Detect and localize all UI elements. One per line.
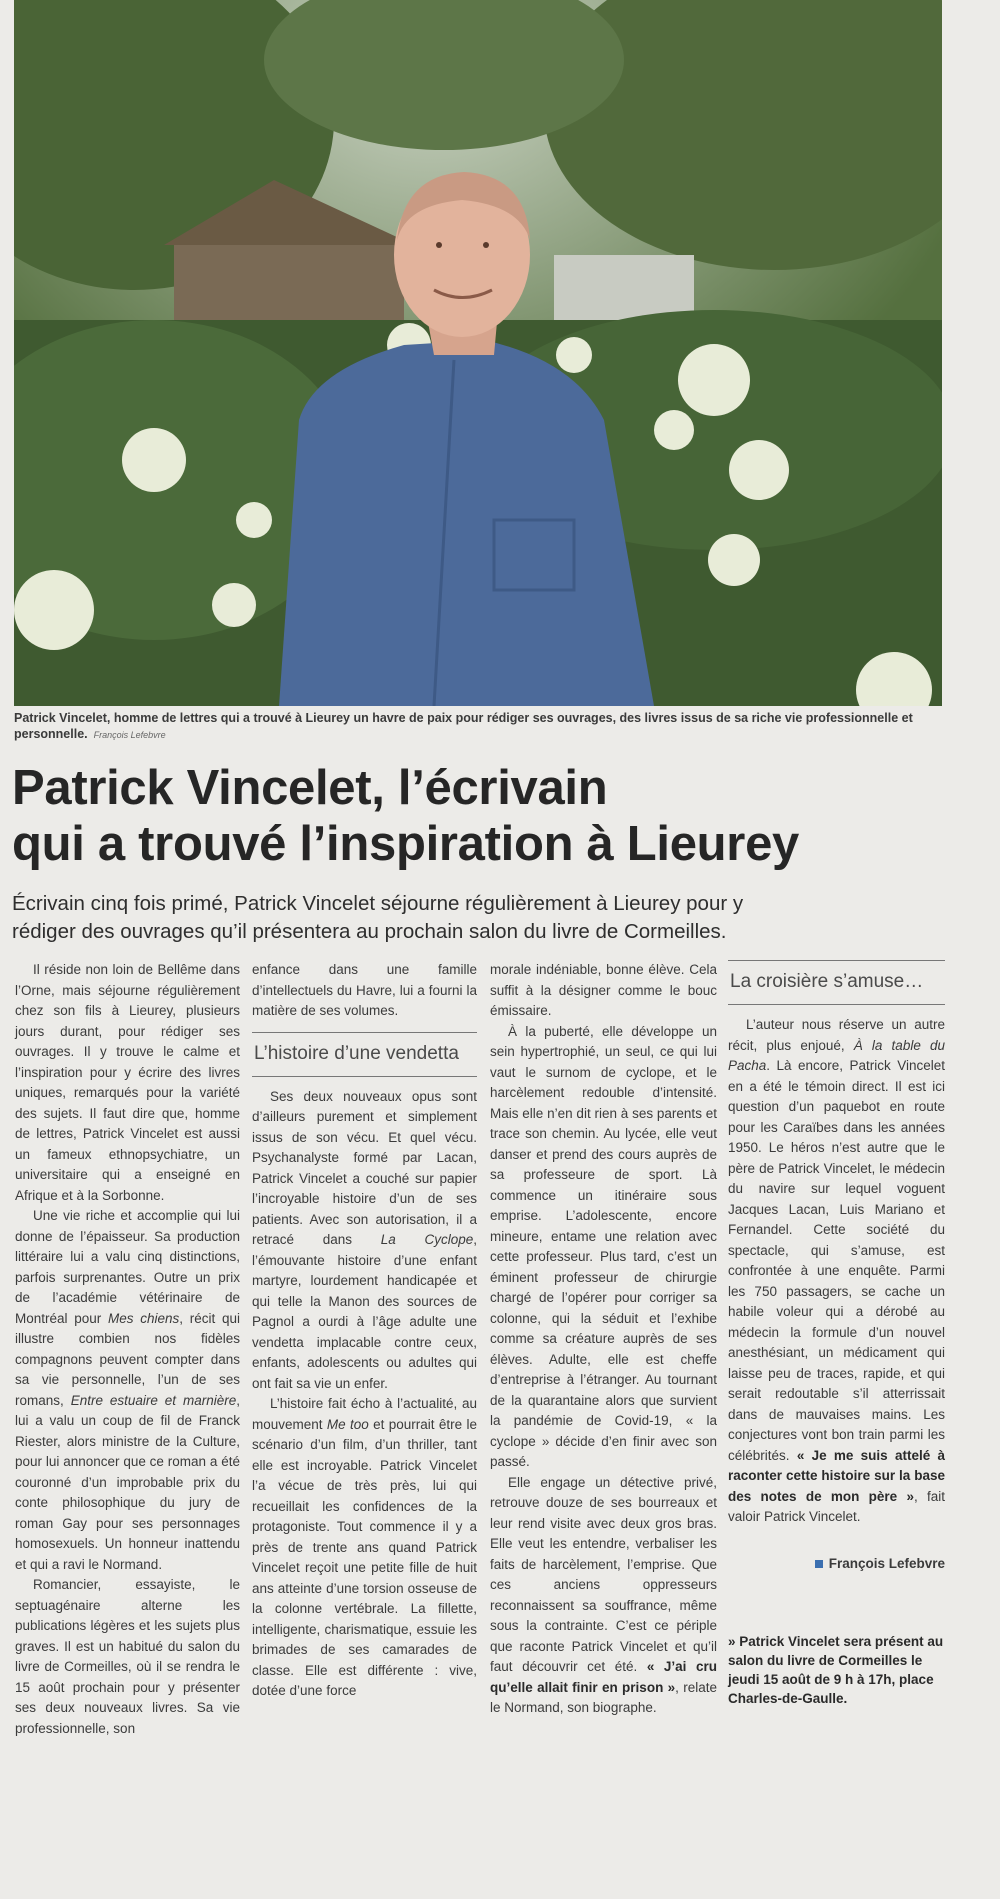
- quote: « Je me suis attelé à raconter cette histoire sur la base des notes de mon père »: [728, 1447, 946, 1504]
- author-photo: [14, 0, 942, 706]
- text-run: Une vie riche et accomplie qui lui donne de l’épaisseur. Sa production littéraire lui a valu cinq distinctions, parfois surprenantes. Outre un prix de l’académie vétérinaire de Montréal pour: [15, 1208, 240, 1326]
- paragraph: Il réside non loin de Bellême dans l’Orne, mais séjourne régulièrement chez son fils à Lieurey, plusieurs jours durant, pour rédiger ses ouvrages. Il y trouve le calme et l’inspiration pour y écrire des livres uniques, remarqués pour la variété des sujets. Il faut dire que, homme de lettres, Patrick Vincelet est aussi un fameux ethnopsychiatre, un universitaire qui a enseigné en Afrique et à la Sorbonne.: [15, 962, 240, 1203]
- subheading: La croisière s’amuse…: [728, 960, 945, 1005]
- standfirst: [12, 890, 952, 946]
- article-column-4: [728, 960, 945, 1708]
- headline-line-1: Patrick Vincelet, l’écrivain: [12, 761, 608, 815]
- standfirst-line-2: rédiger des ouvrages qu’il présentera au prochain salon du livre de Cormeilles.: [12, 920, 727, 943]
- text-run: et pourrait être le scénario d’un film, d’un thriller, tant elle est incroyable. Patrick Vincelet l’a vécue de très près, lui qui recueillait les confidences de la protagoniste. Tout commence il y a près de trente ans quand Patrick Vincelet reçoit une petite fille de huit ans atteinte d’une torsion osseuse de la colonne vertébrale. La fillette, intelligente, charismatique, essuie les brimades de ses camarades de classe. Elle est différente : vive, dotée d’une force: [252, 1416, 477, 1698]
- text-run: , l’émouvante histoire d’une enfant martyre, lourdement handicapée et qui telle la Manon des sources de Pagnol a ourdi à l’âge adulte une vendetta implacable contre ceux, enfants, adolescents ou adultes qui ont fait sa vie un enfer.: [252, 1232, 478, 1391]
- text-run: . Là encore, Patrick Vincelet en a été le témoin direct. Il est ici question d’un paquebot en route pour les Caraïbes dans les années 1950. Le héros n’est autre que le père de Patrick Vincelet, le médecin du navire sur lequel voguent Jacques Lacan, Luis Mariano et Fernandel. Cette société du spectacle, qui s’amuse, est confrontée à une enquête. Parmi les 750 passagers, se cache un habile voleur qui a dérobé au médecin la formule d’un nouvel anesthésiant, un médicament qui laisse peu de traces, rapide, et qui serait redoutable s’il atterrissait dans de mauvaises mains. Les conjectures vont bon train parmi les célébrités.: [728, 1058, 945, 1463]
- paragraph: [15, 1206, 240, 1575]
- book-title: Entre estuaire et marnière: [70, 1392, 237, 1408]
- paragraph: [252, 1394, 477, 1702]
- italic-term: Me too: [326, 1416, 369, 1432]
- quote: « J’ai cru qu’elle allait finir en prison »: [490, 1659, 717, 1695]
- headline: [12, 760, 952, 872]
- paragraph: [490, 1473, 717, 1719]
- paragraph: Romancier, essayiste, le septuagénaire alterne les publications légères et les sujets plus graves. Il est un habitué du salon du livre de Cormeilles, où il se rendra le 15 août prochain pour y présenter ses deux nouveaux livres. Sa vie professionnelle, son: [15, 1577, 240, 1736]
- paragraph: morale indéniable, bonne élève. Cela suffit à la désigner comme le bouc émissaire.: [490, 962, 717, 1018]
- event-note: » Patrick Vincelet sera présent au salon du livre de Cormeilles le jeudi 15 août de 9 h à 17h, place Charles-de-Gaulle.: [728, 1634, 944, 1706]
- book-title: Mes chiens: [108, 1310, 180, 1326]
- text-run: Elle engage un détective privé, retrouve douze de ses bourreaux et leur rend visite avec deux gros bras. Elle veut les entendre, verbaliser les faits de harcèlement, l’emprise. Que ces anciens oppresseurs reconnaissent sa souffrance, même sous la contrainte. C’est ce périple que raconte Patrick Vincelet et qu’il faut découvrir cet été.: [490, 1474, 717, 1674]
- book-title: La Cyclope: [380, 1232, 474, 1247]
- caption-text: Patrick Vincelet, homme de lettres qui a trouvé à Lieurey un havre de paix pour rédiger ses ouvrages, des livres issus de sa riche vie professionnelle et personnelle.: [14, 711, 913, 741]
- text-run: , relate le Normand, son biographe.: [490, 1679, 717, 1715]
- article-column-1: [15, 960, 240, 1739]
- text-run: , fait valoir Patrick Vincelet.: [728, 1488, 945, 1524]
- paragraph: enfance dans une famille d’intellectuels du Havre, lui a fourni la matière de ses volumes.: [252, 962, 477, 1018]
- paragraph: [728, 1015, 945, 1528]
- text-run: , récit qui illustre combien nos fidèles compagnons peuvent compter dans sa vie personnelle, l’un de ses romans,: [15, 1310, 241, 1408]
- paragraph: [252, 1087, 477, 1395]
- headline-line-2: qui a trouvé l’inspiration à Lieurey: [12, 817, 799, 871]
- byline: [728, 1554, 945, 1575]
- photo-caption: [14, 710, 944, 743]
- text-run: , lui a valu un coup de fil de Franck Riester, alors ministre de la Culture, pour lui annoncer que ce roman a été couronné d’un improbable prix du conte philosophique du jury de roman Gay pour ses personnages homosexuels. Un honneur inattendu et qui a ravi le Normand.: [15, 1392, 240, 1572]
- text-run: L’auteur nous réserve un autre récit, plus enjoué,: [728, 1017, 945, 1053]
- subheading: L’histoire d’une vendetta: [252, 1032, 477, 1077]
- article-column-3: [490, 960, 717, 1719]
- standfirst-line-1: Écrivain cinq fois primé, Patrick Vincelet séjourne régulièrement à Lieurey pour y: [12, 892, 744, 915]
- book-title: À la table du Pacha: [728, 1037, 945, 1073]
- article-column-2: [252, 960, 477, 1702]
- paragraph: À la puberté, elle développe un sein hypertrophié, un seul, ce qui lui vaut le surnom de cyclope, et le harcèlement redouble d’intensité. Mais elle n’en dit rien à ses parents et trace son chemin. Au lycée, elle veut danser et prend des cours auprès de sa professeure de sport. Là commence un itinéraire sous emprise. L’adolescente, encore mineure, entame une relation avec cette professeur. Plus tard, c’est un éminent professeur de chirurgie chargé de l’opérer pour corriger sa colonne, qui la séduit et l’exhibe comme sa créature auprès de ses élèves. Adulte, elle est cheffe d’entreprise à l’étranger. Au tournant de la quarantaine alors que survient la pandémie de Covid-19, « la cyclope » décide d’en finir avec son passé.: [490, 1023, 717, 1469]
- text-run: Ses deux nouveaux opus sont d’ailleurs purement et simplement issus de son vécu. Et quel vécu. Psychanalyste formé par Lacan, Patrick Vincelet a couché sur papier l’incroyable histoire d’un de ses patients. Avec son autorisation, il a retracé dans: [252, 1088, 477, 1247]
- byline-author: François Lefebvre: [828, 1555, 945, 1571]
- caption-credit: François Lefebvre: [93, 730, 166, 740]
- square-bullet-icon: [815, 1560, 823, 1568]
- text-run: L’histoire fait écho à l’actualité, au mouvement: [252, 1396, 477, 1432]
